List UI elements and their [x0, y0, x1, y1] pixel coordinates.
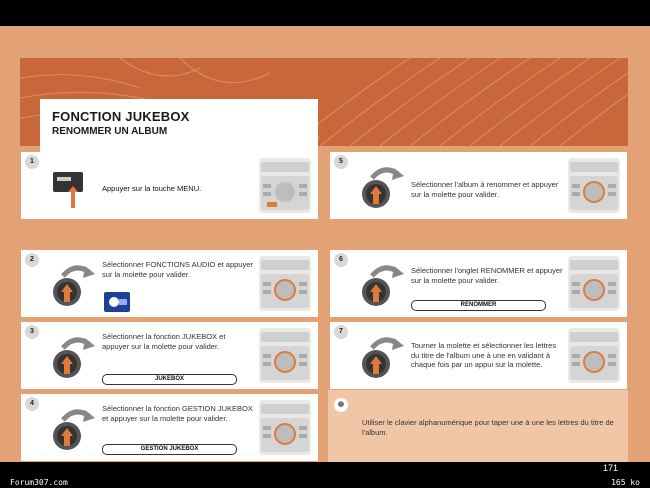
step-number: 4	[25, 397, 39, 411]
menu-key-icon	[49, 164, 97, 210]
step-number: 7	[334, 325, 348, 339]
radio-panel-icon	[259, 400, 311, 455]
manual-page	[0, 26, 650, 473]
step-number: 5	[334, 155, 348, 169]
jukebox-button: JUKEBOX	[102, 374, 237, 385]
dashboard-panel	[259, 256, 311, 311]
radio-panel-icon	[568, 328, 620, 383]
step-text: Appuyer sur la touche MENU.	[102, 184, 202, 193]
gestion-jukebox-button: GESTION JUKEBOX	[102, 444, 237, 455]
radio-panel-icon	[259, 328, 311, 383]
step-card-7	[330, 322, 627, 389]
tip-note	[328, 390, 628, 462]
tip-icon: ❁	[334, 398, 348, 412]
step-number: 3	[25, 325, 39, 339]
radio-panel-icon	[259, 256, 311, 311]
step-text: Sélectionner l'onglet RENOMMER et appuyer sur la molette pour valider.	[411, 266, 563, 285]
dial-arrow-icon	[358, 262, 406, 308]
step-text: Sélectionner la fonction JUKEBOX et appuyer sur la molette pour valider.	[102, 332, 226, 351]
step-number: 2	[25, 253, 39, 267]
dashboard-panel	[259, 328, 311, 383]
radio-panel-icon	[259, 158, 311, 213]
step-card-6	[330, 250, 627, 317]
audio-functions-icon	[104, 292, 130, 312]
tip-text: Utiliser le clavier alphanumérique pour taper une à une les lettres du titre de l'album.	[362, 418, 614, 437]
step-text: Sélectionner la fonction GESTION JUKEBOX et appuyer sur la molette pour valider.	[102, 404, 253, 423]
radio-panel-icon	[568, 256, 620, 311]
radio-panel-icon	[568, 158, 620, 213]
step-number: 1	[25, 155, 39, 169]
page-subtitle: RENOMMER UN ALBUM	[52, 126, 168, 137]
step-card-3	[21, 322, 318, 389]
page-title: FONCTION JUKEBOX	[52, 109, 190, 124]
dial-arrow-icon	[358, 334, 406, 380]
dial-arrow-icon	[49, 406, 97, 452]
dial-arrow-icon	[49, 262, 97, 308]
dashboard-panel	[568, 158, 620, 213]
page-number: 171	[603, 463, 619, 473]
dashboard-panel	[568, 256, 620, 311]
dashboard-panel	[259, 158, 311, 213]
step-card-1	[21, 152, 318, 219]
step-card-5	[330, 152, 627, 219]
dial-arrow-icon	[49, 334, 97, 380]
dial-arrow-icon	[358, 164, 406, 210]
footer-size: 165 ko	[611, 478, 640, 487]
step-card-4	[21, 394, 318, 461]
step-text: Tourner la molette et sélectionner les lettres du titre de l'album une à une en validant à chaque fois par un appui sur la molette.	[411, 341, 557, 369]
footer-site: Forum307.com	[10, 478, 68, 487]
renommer-button: RENOMMER	[411, 300, 546, 311]
step-text: Sélectionner FONCTIONS AUDIO et appuyer sur la molette pour valider.	[102, 260, 253, 279]
step-text: Sélectionner l'album à renommer et appuyer sur la molette pour valider.	[411, 180, 559, 199]
step-card-2	[21, 250, 318, 317]
dashboard-panel	[259, 400, 311, 455]
dashboard-panel	[568, 328, 620, 383]
step-number: 6	[334, 253, 348, 267]
